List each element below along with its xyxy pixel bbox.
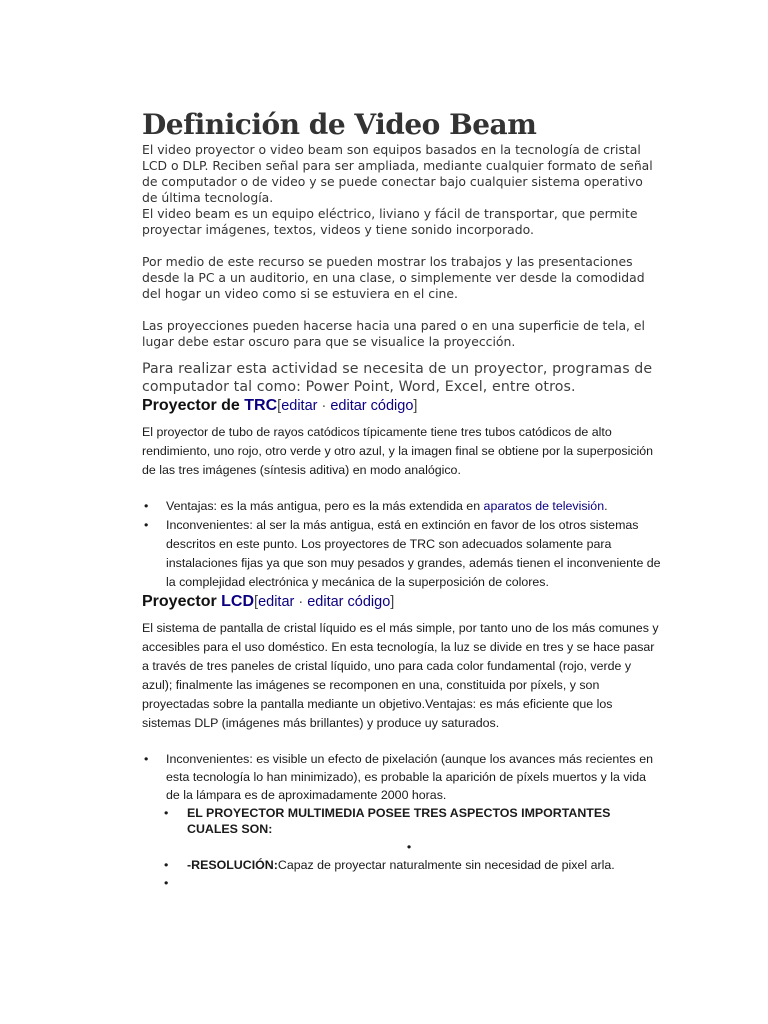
bullet-icon: • xyxy=(164,858,169,872)
intro-paragraph-1: El video proyector o video beam son equipos basados en la tecnología de cristal LCD o DLP. Reciben señal para ser ampliada, mediante cualquier formato de señal de computador o de video y se puede conectar bajo cualquier sistema operativo de última tecnología. xyxy=(142,142,653,205)
section-heading-trc xyxy=(142,396,662,416)
bullet-icon: • xyxy=(164,806,169,820)
page-title: Definición de Video Beam xyxy=(142,108,537,141)
heading-term-link[interactable]: LCD xyxy=(221,593,255,610)
heading-prefix: Proyector de xyxy=(142,397,245,414)
intro-paragraph-2: El video beam es un equipo eléctrico, liviano y fácil de transportar, que permite proyectar imágenes, textos, videos y tiene sonido incorporado. xyxy=(142,206,638,237)
bullet-icon: • xyxy=(144,518,149,532)
edit-section-links: [editar · editar código] xyxy=(277,398,418,414)
resolution-label: -RESOLUCIÓN: xyxy=(187,858,278,872)
edit-code-link[interactable]: editar código xyxy=(307,594,391,610)
aspects-sub-list-2 xyxy=(142,857,662,890)
list-item: • Ventajas: es la más antigua, pero es la más extendida en aparatos de televisión. xyxy=(142,497,662,516)
list-item: • Inconvenientes: al ser la más antigua, está en extinción en favor de los otros sistemas descritos en este punto. Los proyectores de TRC son adecuados solamente para instalaciones fijas ya que son muy pesados y grandes, además tienen el inconveniente de la complejidad electrónica y mecánica de la superposición de colores. xyxy=(144,518,661,589)
document-page xyxy=(142,108,662,890)
aspects-heading: EL PROYECTOR MULTIMEDIA POSEE TRES ASPECTOS IMPORTANTES CUALES SON: xyxy=(187,806,611,836)
heading-term-link[interactable]: TRC xyxy=(244,397,278,414)
lcd-description: El sistema de pantalla de cristal líquido es el más simple, por tanto uno de los más comunes y accesibles para el uso doméstico. En esta tecnología, la luz se divide en tres y se hace pasar a través de tres paneles de cristal líquido, uno para cada color fundamental (rojo, verde y azul); finalmente las imágenes se recomponen en una, constituida por píxels, y son proyectadas sobre la pantalla mediante un objetivo.Ventajas: es más eficiente que los sistemas DLP (imágenes más brillantes) y produce uy saturados. xyxy=(142,621,659,730)
bullet-icon: • xyxy=(144,499,149,513)
edit-link[interactable]: editar xyxy=(258,594,295,610)
heading-prefix: Proyector xyxy=(142,593,222,610)
bullet-icon: • xyxy=(406,840,412,854)
list-item xyxy=(142,857,662,873)
bullet-icon: • xyxy=(164,876,169,890)
aspects-sub-list xyxy=(142,805,662,837)
resolution-text: Capaz de proyectar naturalmente sin necesidad de pixel arla. xyxy=(277,858,615,872)
edit-code-link[interactable]: editar código xyxy=(330,398,414,414)
edit-section-links: [editar · editar código] xyxy=(254,594,395,610)
intro-section xyxy=(142,142,662,350)
intro-paragraph-4: Las proyecciones pueden hacerse hacia una pared o en una superficie de tela, el lugar debe estar oscuro para que se visualice la proyección. xyxy=(142,318,645,349)
list-item xyxy=(142,805,662,837)
tv-link[interactable]: aparatos de televisión xyxy=(483,499,605,513)
lcd-bullet-list xyxy=(142,750,662,804)
trc-description: El proyector de tubo de rayos catódicos típicamente tiene tres tubos catódicos de alto rendimiento, uno rojo, otro verde y otro azul, y la imagen final se obtiene por la superposición de las tres imágenes (síntesis aditiva) en modo analógico. xyxy=(142,425,654,477)
bullet-icon: • xyxy=(144,752,149,766)
requirements-note: Para realizar esta actividad se necesita de un proyector, programas de computador tal como: Power Point, Word, Excel, entre otros. xyxy=(142,361,653,395)
trc-bullet-list xyxy=(142,497,662,592)
edit-link[interactable]: editar xyxy=(281,398,318,414)
section-heading-lcd xyxy=(142,592,662,612)
intro-paragraph-3: Por medio de este recurso se pueden mostrar los trabajos y las presentaciones desde la PC a un auditorio, en una clase, o simplemente ver desde la comodidad del hogar un video como si se estuviera en el cine. xyxy=(142,254,645,301)
list-item: • Inconvenientes: es visible un efecto de pixelación (aunque los avances más recientes en esta tecnología lo han minimizado), es probable la aparición de píxels muertos y la vida de la lámpara es de aproximadamente 2000 horas. xyxy=(144,752,653,802)
